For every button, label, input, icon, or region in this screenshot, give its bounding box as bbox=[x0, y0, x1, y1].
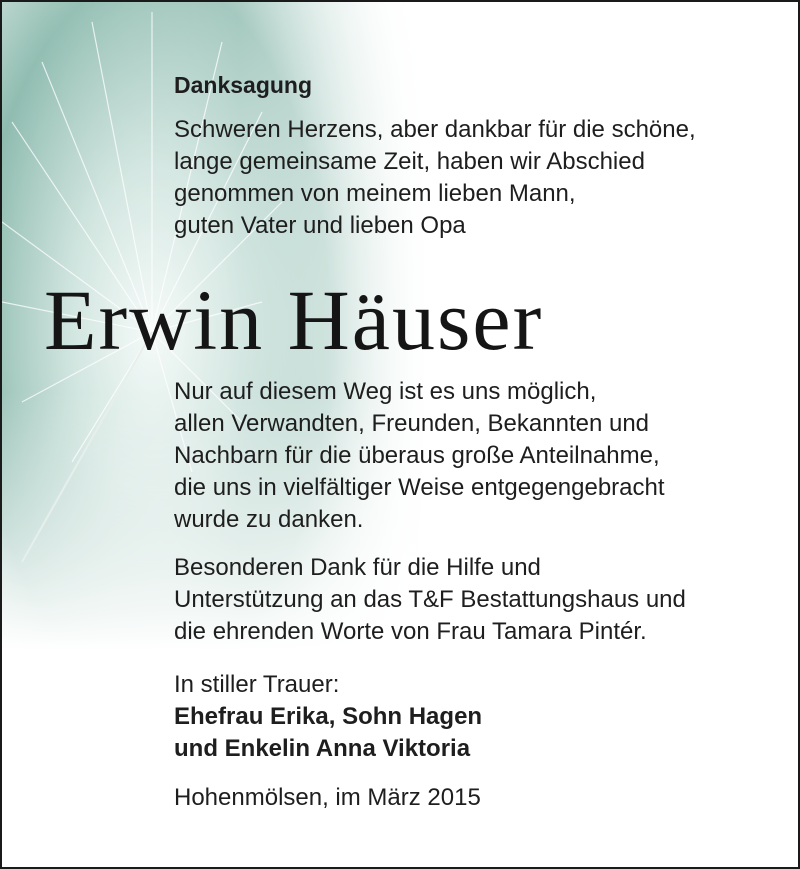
thanks-line: Nachbarn für die überaus große Anteilnahme, bbox=[174, 442, 660, 469]
deceased-name: Erwin Häuser bbox=[44, 272, 544, 368]
intro-line: Schweren Herzens, aber dankbar für die schöne, bbox=[174, 116, 696, 143]
thanks-line: die uns in vielfältiger Weise entgegengebracht bbox=[174, 474, 665, 501]
mourning-label: In stiller Trauer: bbox=[174, 671, 340, 698]
mourner-line: Ehefrau Erika, Sohn Hagen bbox=[174, 703, 483, 730]
thanks-line: wurde zu danken. bbox=[174, 506, 364, 533]
special-line: Besonderen Dank für die Hilfe und bbox=[174, 554, 541, 581]
intro-line: guten Vater und lieben Opa bbox=[174, 212, 466, 239]
special-thanks-paragraph bbox=[174, 552, 686, 648]
heading-danksagung: Danksagung bbox=[174, 72, 313, 98]
intro-line: lange gemeinsame Zeit, haben wir Abschied bbox=[174, 148, 645, 175]
special-line: Unterstützung an das T&F Bestattungshaus und bbox=[174, 586, 686, 613]
intro-line: genommen von meinem lieben Mann, bbox=[174, 180, 576, 207]
thanks-paragraph bbox=[174, 376, 665, 536]
mourners-block bbox=[174, 669, 482, 765]
thanks-line: allen Verwandten, Freunden, Bekannten und bbox=[174, 410, 650, 437]
thanks-line: Nur auf diesem Weg ist es uns möglich, bbox=[174, 378, 597, 405]
mourner-line: und Enkelin Anna Viktoria bbox=[174, 735, 471, 762]
special-line: die ehrenden Worte von Frau Tamara Pintér. bbox=[174, 618, 647, 645]
place-date: Hohenmölsen, im März 2015 bbox=[174, 784, 481, 811]
intro-paragraph bbox=[174, 114, 696, 242]
